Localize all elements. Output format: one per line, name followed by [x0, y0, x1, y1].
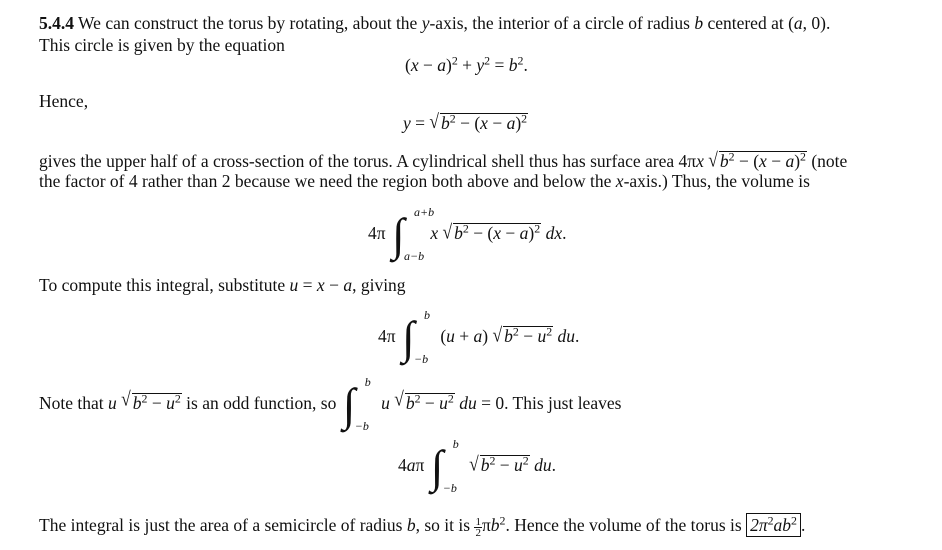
intro-text: We can construct the torus by rotating, about the y-axis, the interior of a circle of radius b centered at (a, 0). — [74, 13, 831, 33]
intro-line-2: This circle is given by the equation — [39, 35, 285, 55]
hence-text: Hence, — [39, 91, 89, 111]
integral-sign: ∫ b −b — [430, 437, 459, 495]
circle-equation: $(x - a)^2 + y^2 = b^2$. — [405, 53, 528, 75]
substituted-integral: 4π ∫ b −b (u + a) √ $b^2 - u^2$ du. — [378, 308, 580, 366]
problem-intro — [39, 13, 830, 34]
shell-text-1: gives the upper half of a cross-section of the torus. A cylindrical shell thus has surface area 4πx √ $b^2 - (x - a)^2$ (note — [39, 147, 848, 171]
upper-half-equation: y = √ $b^2 - (x - a)^2$ — [403, 109, 528, 133]
shell-text-2: the factor of 4 rather than 2 because we need the region both above and below the x-axis.) Thus, the volume is — [39, 171, 810, 191]
integral-sign: ∫ b −b — [342, 374, 371, 433]
final-integral: 4aπ ∫ b −b √ $b^2 - u^2$ du. — [398, 437, 556, 495]
problem-number: 5.4.4 — [39, 13, 74, 33]
integral-sign: ∫ a+b a−b — [391, 205, 435, 263]
integral-sign: ∫ b −b — [401, 308, 430, 366]
volume-integral: 4π ∫ a+b a−b x √ $b^2 - (x - a)^2$ dx. — [368, 205, 567, 263]
substitute-text: To compute this integral, substitute u = x − a, giving — [39, 275, 406, 295]
conclusion-text: The integral is just the area of a semicircle of radius b, so it is $\frac{1}{2}$ $\pi b^2$. Hence the volume of the torus is $2\pi^2ab^2$ . — [39, 513, 806, 539]
odd-function-text: Note that u √ $b^2 - u^2$ is an odd function, so ∫ b −b u √ $b^2 - u^2$ du = 0. This just leaves — [39, 374, 622, 433]
answer-box: $2\pi^2ab^2$ — [746, 513, 801, 537]
